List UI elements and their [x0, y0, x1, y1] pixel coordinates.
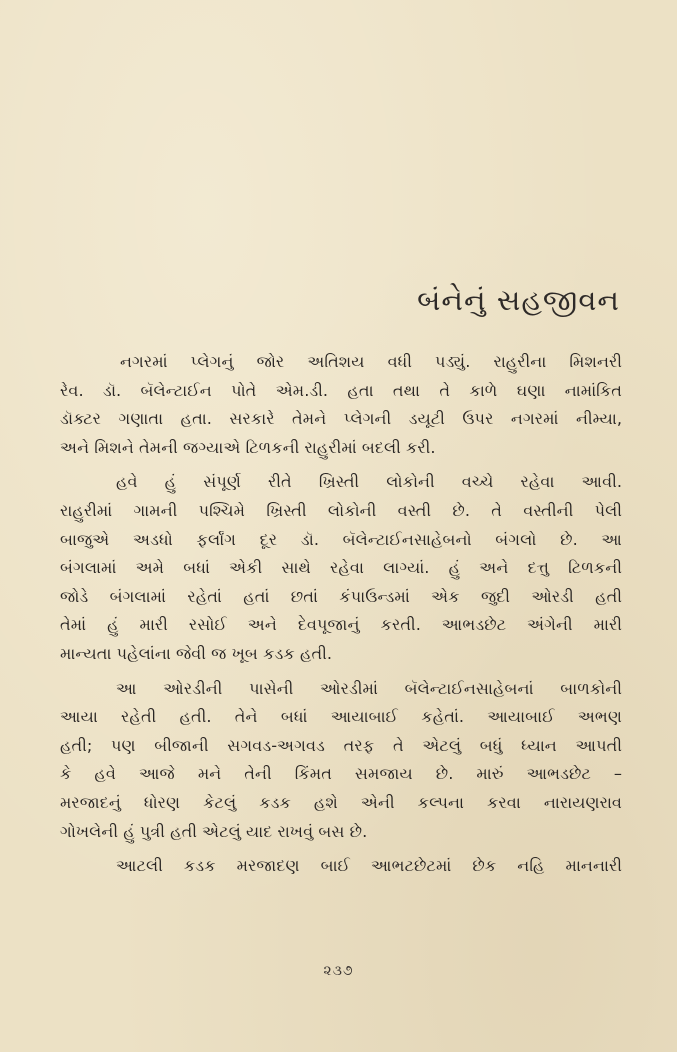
text-line: બંગલામાં અમે બધાં એકી સાથે રહેવા લાગ્યાં. હું અને દત્તુ ટિળકની: [60, 558, 622, 578]
text-line: તેમાં હું મારી રસોઈ અને દેવપૂજાનું કરતી. આભડછેટ અંગેની મારી: [60, 615, 622, 635]
text-line: હતી; પણ બીજાની સગવડ-અગવડ તરફ તે એટલું બધું ધ્યાન આપતી: [60, 735, 622, 755]
paragraph: [60, 468, 622, 668]
text-line: કે હવે આજે મને તેની કિંમત સમજાય છે. મારું આભડછેટ –: [60, 764, 622, 784]
chapter-title: બંનેનું સહજીવન: [417, 283, 620, 317]
text-line: બાજુએ અડધો ફર્લાંગ દૂર ડૉ. બૅલેન્ટાઈનસાહેબનો બંગલો છે. આ: [60, 529, 622, 549]
body-text: [60, 348, 622, 881]
page-number: ૨૩૭: [323, 963, 354, 979]
text-line: મરજાદનું ધોરણ કેટલું કડક હશે એની કલ્પના કરવા નારાયણરાવ: [60, 792, 622, 812]
text-line: ગોખલેની હું પુત્રી હતી એટલું યાદ રાખવું બસ છે.: [60, 821, 368, 841]
paragraph: [60, 852, 622, 881]
text-line: હવે હું સંપૂર્ણ રીતે ખ્રિસ્તી લોકોની વચ્ચે રહેવા આવી.: [116, 472, 622, 492]
text-line: જોડે બંગલામાં રહેતાં હતાં છતાં કંપાઉન્ડમાં એક જુદી ઓરડી હતી: [60, 586, 622, 606]
paragraph: [60, 348, 622, 462]
text-line: રેવ. ડૉ. બૅલેન્ટાઈન પોતે એમ.ડી. હતા તથા તે કાળે ઘણા નામાંકિત: [60, 380, 622, 400]
text-line: નગરમાં પ્લેગનું જોર અતિશય વધી પડ્યું. રાહુરીના મિશનરી: [120, 352, 622, 371]
text-line: અને મિશને તેમની જગ્યાએ ટિળકની રાહુરીમાં બદલી કરી.: [60, 437, 436, 457]
paragraph: [60, 675, 622, 847]
text-line: માન્યતા પહેલાંના જેવી જ ખૂબ કડક હતી.: [60, 643, 332, 663]
text-line: ડૉક્ટર ગણાતા હતા. સરકારે તેમને પ્લેગની ડયૂટી ઉપર નગરમાં નીમ્યા,: [60, 409, 622, 429]
text-line: આયા રહેતી હતી. તેને બધાં આયાબાઈ કહેતાં. આયાબાઈ અભણ: [60, 707, 622, 727]
text-line: આટલી કડક મરજાદણ બાઈ આભટછેટમાં છેક નહિ માનનારી: [116, 856, 622, 876]
text-line: રાહુરીમાં ગામની પશ્ચિમે ખ્રિસ્તી લોકોની વસ્તી છે. તે વસ્તીની પેલી: [60, 500, 622, 520]
text-line: આ ઓરડીની પાસેની ઓરડીમાં બૅલેન્ટાઈનસાહેબનાં બાળકોની: [116, 678, 622, 698]
